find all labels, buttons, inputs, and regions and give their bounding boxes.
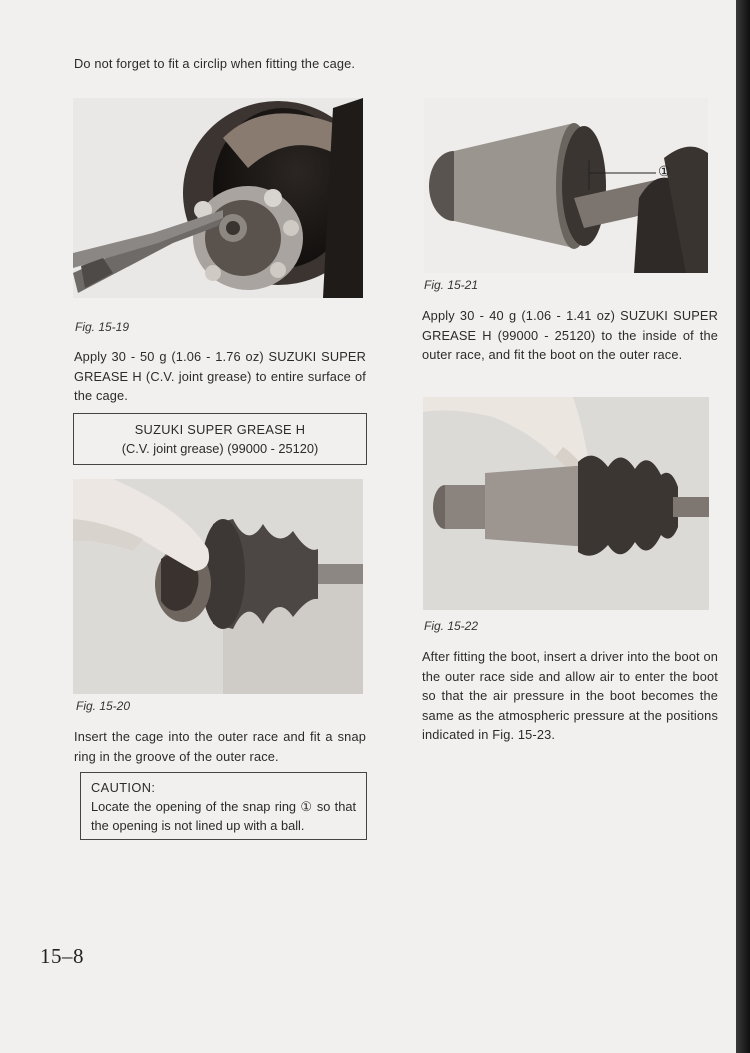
intro-text: Do not forget to fit a circlip when fitting the cage. [74, 56, 356, 71]
grease-spec-line2: (C.V. joint grease) (99000 - 25120) [121, 441, 319, 456]
fig-15-21-photo [424, 98, 708, 273]
caution-text: Locate the opening of the snap ring ① so that the opening is not lined up with a ball. [91, 799, 356, 833]
fig-15-21-marker: ① [658, 163, 671, 179]
book-spine-edge [736, 0, 750, 1053]
grease-spec-box [73, 413, 367, 465]
fig-15-22-caption: Fig. 15-22 [424, 619, 479, 633]
grease-application-illustration [73, 479, 363, 694]
after-paragraph: After fitting the boot, insert a driver into the boot on the outer race side and allow air to enter the boot so that the air pressure in the boot becomes the same as the atmospheric pressure at the positions indicated in Fig. 15-23. [422, 649, 718, 742]
caution-title: CAUTION: [91, 780, 156, 795]
insert-paragraph: Insert the cage into the outer race and fit a snap ring in the groove of the outer race. [74, 729, 366, 764]
fig-15-20-photo [73, 479, 363, 694]
fig-15-20-caption: Fig. 15-20 [76, 699, 131, 713]
outer-race-illustration [424, 98, 708, 273]
grease-spec-line1: SUZUKI SUPER GREASE H [134, 422, 306, 437]
fig-15-22-photo [423, 397, 709, 610]
caution-box [80, 772, 367, 840]
fig-15-19-caption: Fig. 15-19 [75, 320, 130, 334]
fig-15-19-photo [73, 98, 363, 298]
boot-fitting-illustration [423, 397, 709, 610]
apply-paragraph: Apply 30 - 40 g (1.06 - 1.41 oz) SUZUKI SUPER GREASE H (99000 - 25120) to the inside of the outer race, and fit the boot on the outer race. [422, 308, 718, 362]
fig-15-21-caption: Fig. 15-21 [424, 278, 479, 292]
grease-paragraph: Apply 30 - 50 g (1.06 - 1.76 oz) SUZUKI SUPER GREASE H (C.V. joint grease) to entire surface of the cage. [74, 349, 366, 403]
cage-pliers-illustration [73, 98, 363, 298]
page-number: 15–8 [40, 944, 84, 968]
